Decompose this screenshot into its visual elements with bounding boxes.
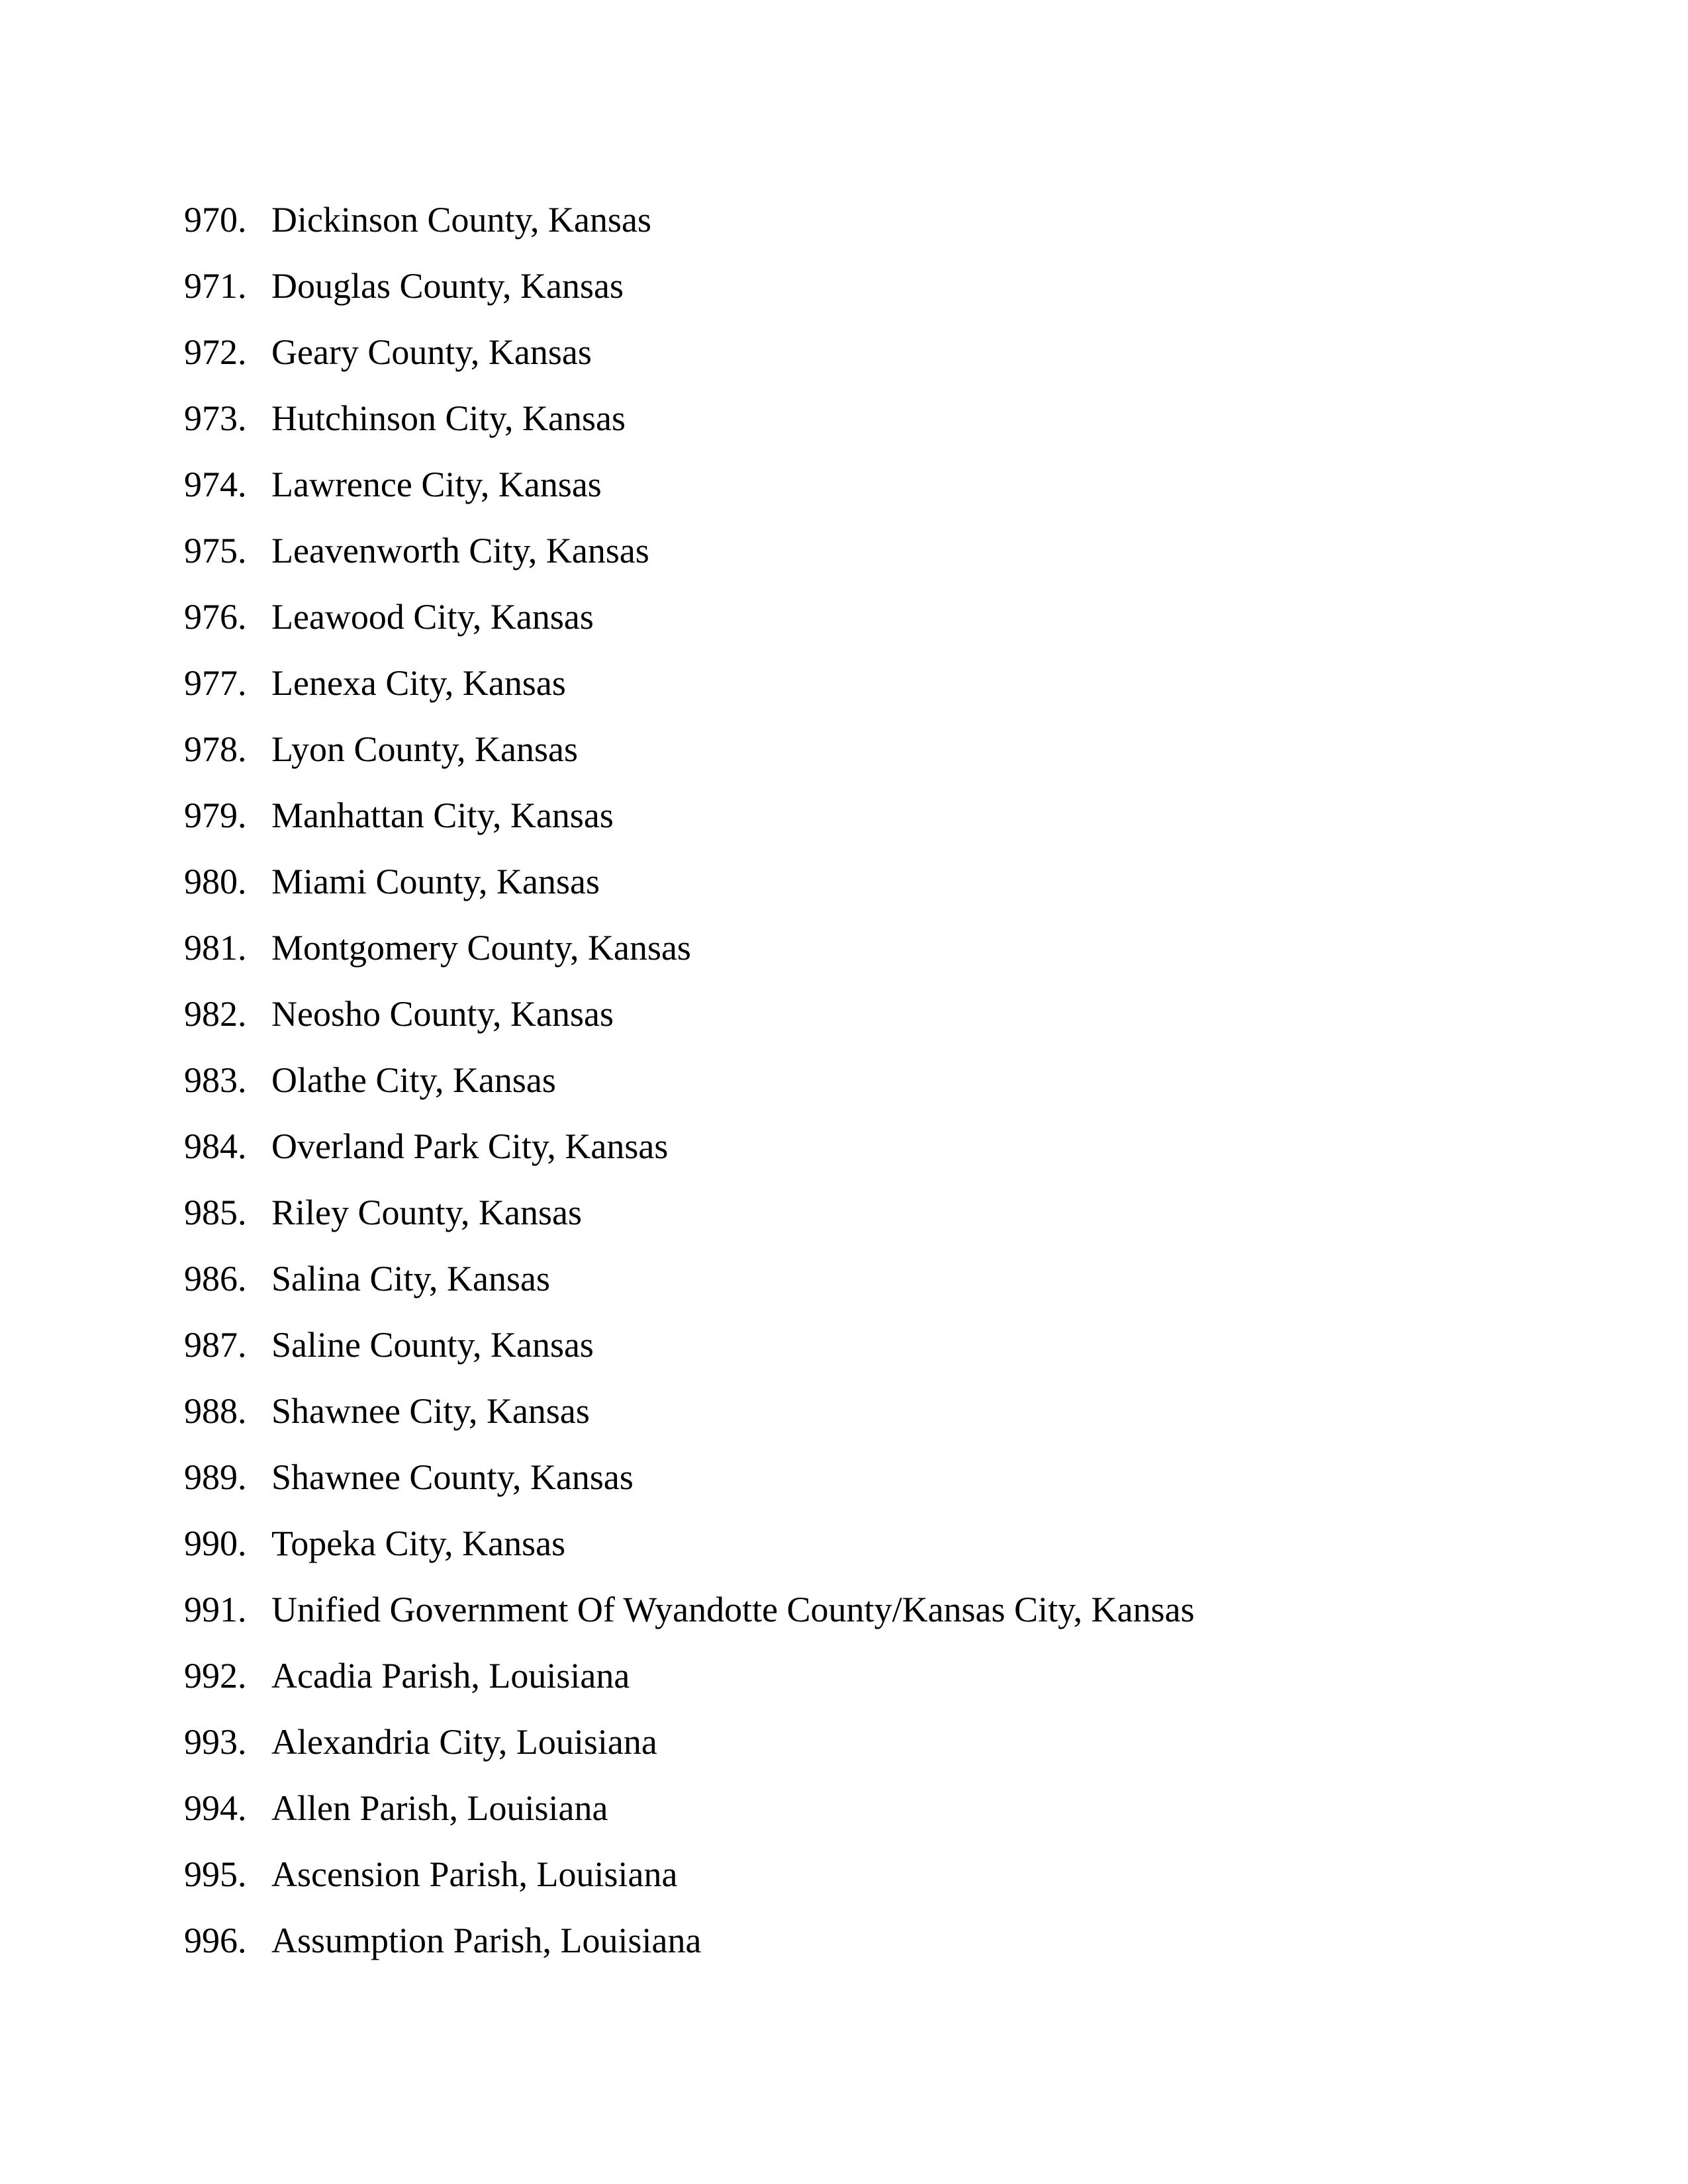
item-text: Lenexa City, Kansas — [271, 663, 566, 703]
item-text: Unified Government Of Wyandotte County/Kansas City, Kansas — [271, 1590, 1195, 1629]
item-number: 984. — [184, 1126, 247, 1166]
item-number: 989. — [184, 1457, 247, 1497]
item-number: 993. — [184, 1722, 247, 1762]
list-item — [0, 1643, 1688, 1709]
list-item — [0, 1113, 1688, 1179]
list-item — [0, 187, 1688, 253]
item-text: Olathe City, Kansas — [271, 1060, 556, 1100]
item-text: Hutchinson City, Kansas — [271, 398, 626, 438]
item-text: Lawrence City, Kansas — [271, 465, 602, 504]
item-number: 972. — [184, 332, 247, 372]
list-item — [0, 1444, 1688, 1510]
item-text: Shawnee County, Kansas — [271, 1457, 633, 1497]
list-item — [0, 848, 1688, 915]
item-text: Neosho County, Kansas — [271, 994, 614, 1034]
list-item — [0, 584, 1688, 650]
item-text: Alexandria City, Louisiana — [271, 1722, 657, 1762]
list-item — [0, 716, 1688, 782]
item-number: 978. — [184, 729, 247, 769]
list-item — [0, 1047, 1688, 1113]
list-item — [0, 1510, 1688, 1576]
list-item — [0, 1312, 1688, 1378]
item-text: Douglas County, Kansas — [271, 266, 624, 306]
item-text: Assumption Parish, Louisiana — [271, 1921, 702, 1960]
item-number: 983. — [184, 1060, 247, 1100]
item-text: Allen Parish, Louisiana — [271, 1788, 608, 1828]
list-item — [0, 518, 1688, 584]
item-text: Dickinson County, Kansas — [271, 200, 651, 240]
item-number: 979. — [184, 796, 247, 835]
item-number: 970. — [184, 200, 247, 240]
item-number: 977. — [184, 663, 247, 703]
item-number: 992. — [184, 1656, 247, 1696]
item-text: Lyon County, Kansas — [271, 729, 578, 769]
list-item — [0, 1775, 1688, 1841]
item-number: 991. — [184, 1590, 247, 1629]
item-text: Montgomery County, Kansas — [271, 928, 691, 968]
item-number: 975. — [184, 531, 247, 570]
item-number: 976. — [184, 597, 247, 637]
item-text: Manhattan City, Kansas — [271, 796, 614, 835]
item-number: 986. — [184, 1259, 247, 1298]
item-text: Salina City, Kansas — [271, 1259, 550, 1298]
list-item — [0, 385, 1688, 451]
list-item — [0, 1709, 1688, 1775]
item-text: Geary County, Kansas — [271, 332, 592, 372]
list-item — [0, 650, 1688, 716]
item-text: Saline County, Kansas — [271, 1325, 594, 1365]
item-text: Topeka City, Kansas — [271, 1524, 566, 1563]
item-number: 990. — [184, 1524, 247, 1563]
list-item — [0, 1841, 1688, 1907]
item-text: Riley County, Kansas — [271, 1193, 582, 1232]
list-item — [0, 1179, 1688, 1246]
item-number: 988. — [184, 1391, 247, 1431]
item-number: 994. — [184, 1788, 247, 1828]
item-number: 996. — [184, 1921, 247, 1960]
item-text: Shawnee City, Kansas — [271, 1391, 590, 1431]
list-item — [0, 1378, 1688, 1444]
list-item — [0, 915, 1688, 981]
list-item — [0, 782, 1688, 848]
item-text: Ascension Parish, Louisiana — [271, 1854, 678, 1894]
item-number: 981. — [184, 928, 247, 968]
list-item — [0, 451, 1688, 518]
item-number: 974. — [184, 465, 247, 504]
list-item — [0, 253, 1688, 319]
list-item — [0, 319, 1688, 385]
item-number: 973. — [184, 398, 247, 438]
item-text: Overland Park City, Kansas — [271, 1126, 669, 1166]
item-text: Acadia Parish, Louisiana — [271, 1656, 630, 1696]
item-number: 985. — [184, 1193, 247, 1232]
list-item — [0, 1246, 1688, 1312]
item-text: Leawood City, Kansas — [271, 597, 594, 637]
list-item — [0, 1576, 1688, 1643]
item-text: Leavenworth City, Kansas — [271, 531, 649, 570]
item-text: Miami County, Kansas — [271, 862, 600, 901]
list-item — [0, 1907, 1688, 1974]
list-item — [0, 981, 1688, 1047]
item-number: 987. — [184, 1325, 247, 1365]
item-number: 995. — [184, 1854, 247, 1894]
item-number: 980. — [184, 862, 247, 901]
item-number: 971. — [184, 266, 247, 306]
item-number: 982. — [184, 994, 247, 1034]
